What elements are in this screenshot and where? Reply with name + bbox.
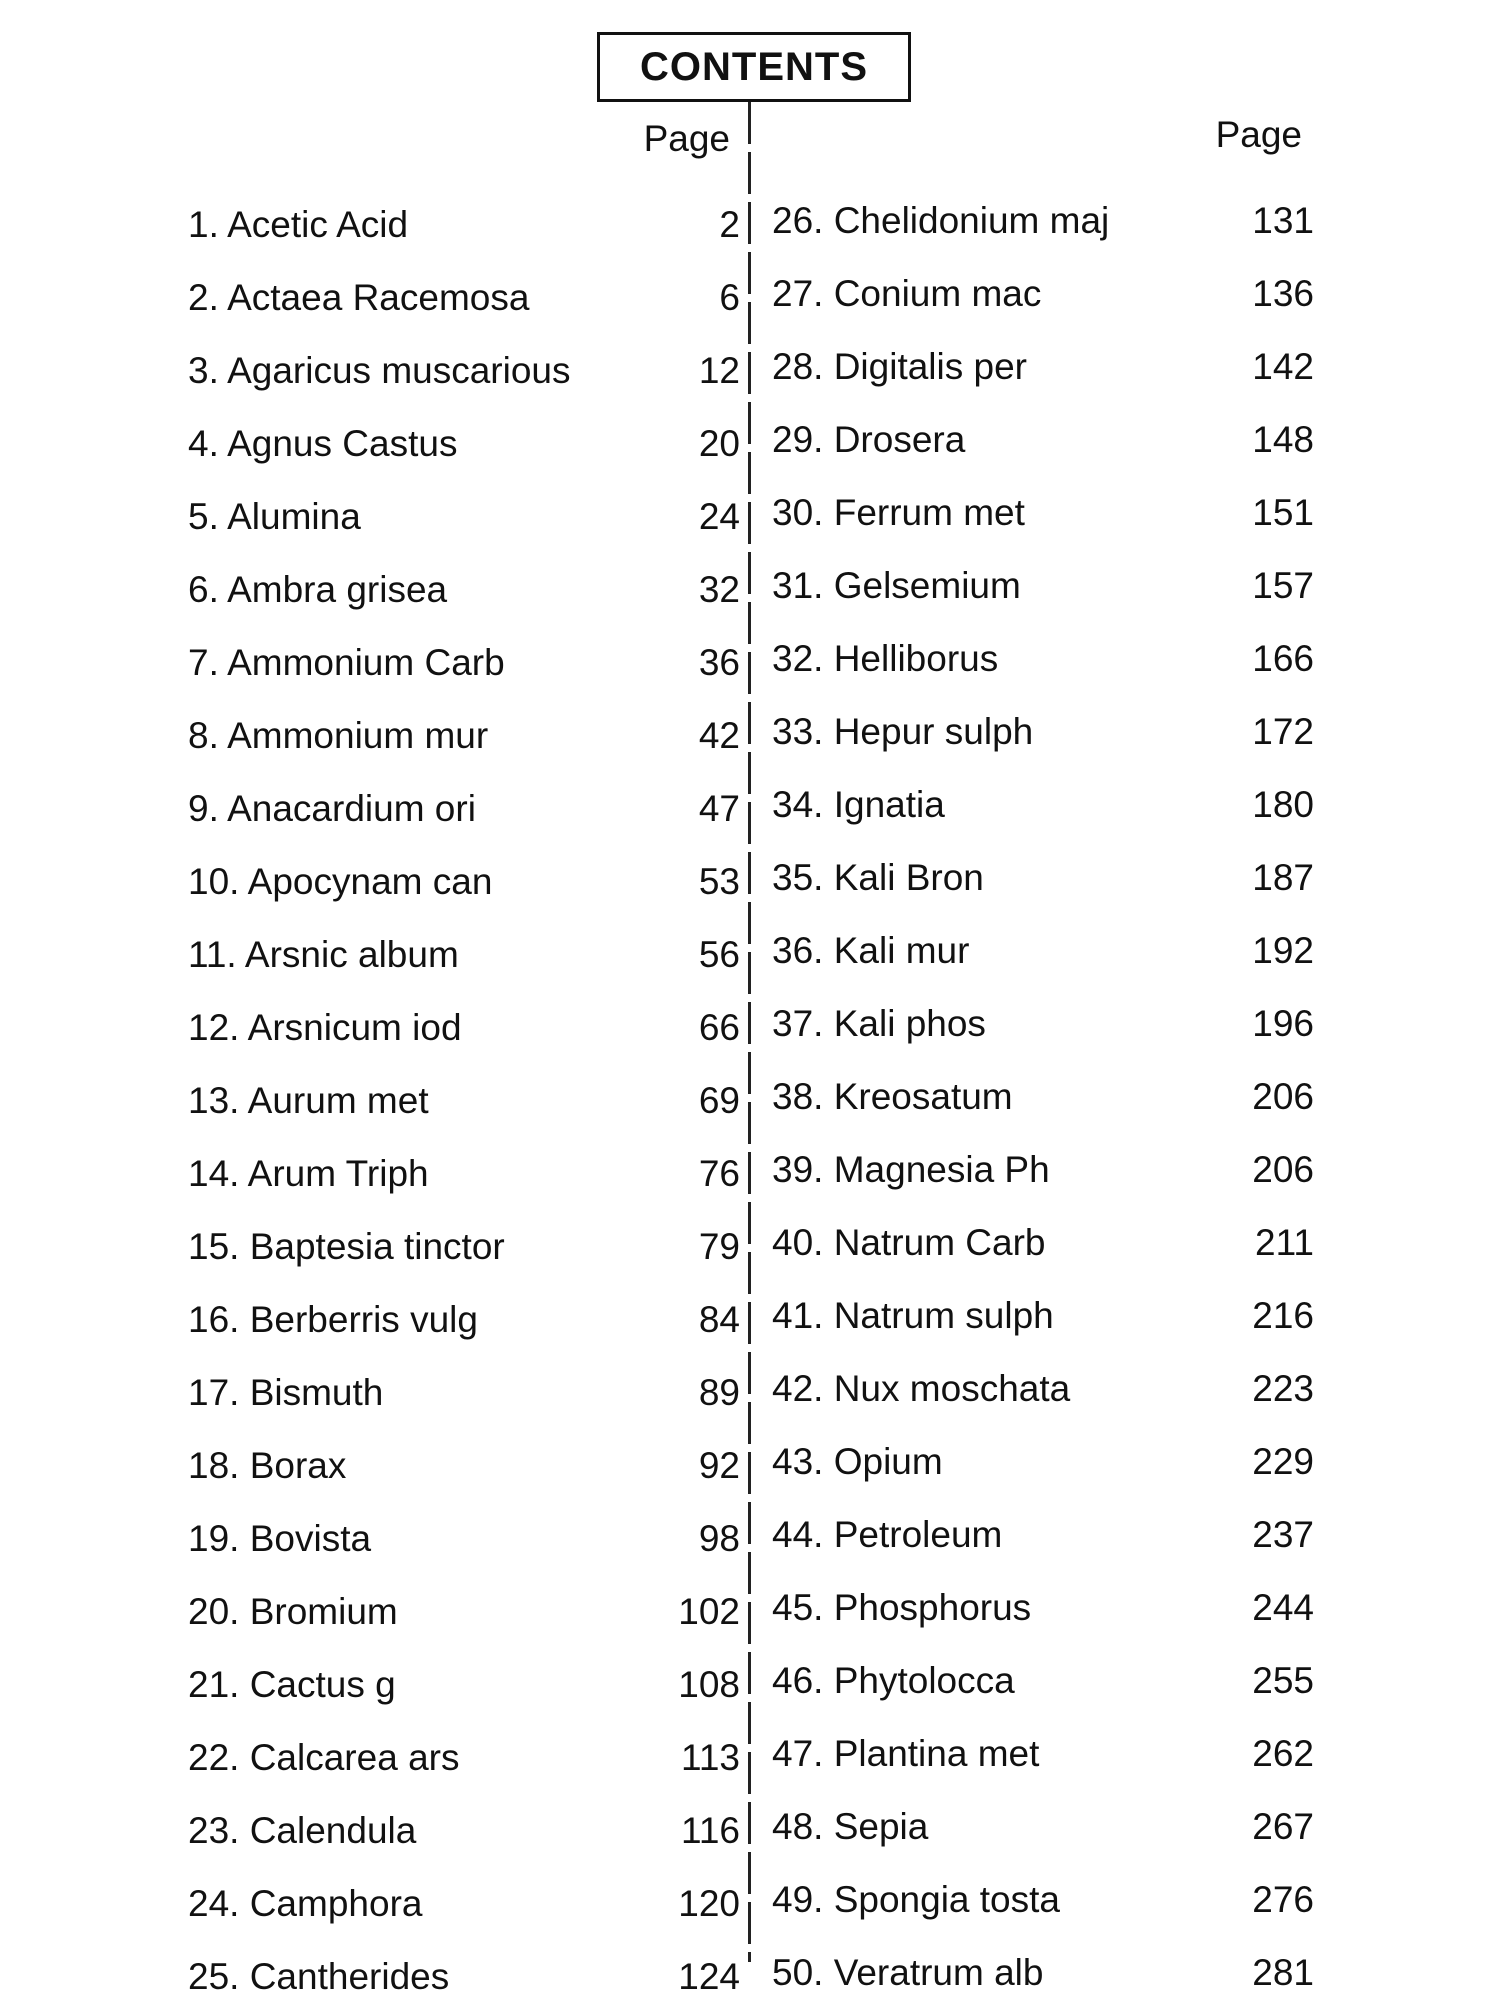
toc-entry-label: 14. Arum Triph [188,1152,429,1194]
toc-entry-page: 66 [698,1006,740,1048]
toc-entry [772,1133,1314,1206]
toc-entry-page: 148 [1252,418,1314,460]
toc-entry-label: 34. Ignatia [772,783,945,825]
toc-entry-page: 142 [1252,345,1314,387]
toc-entry-label: 16. Berberris vulg [188,1298,478,1340]
toc-entry-page: 244 [1252,1586,1314,1628]
toc-entry-label: 10. Apocynam can [188,860,493,902]
toc-entry-label: 26. Chelidonium maj [772,199,1110,241]
toc-entry [188,334,740,407]
toc-entry [772,1571,1314,1644]
toc-entry-label: 23. Calendula [188,1809,417,1851]
toc-entry-label: 22. Calcarea ars [188,1736,460,1778]
toc-entry-page: 36 [698,641,740,683]
toc-entry-label: 7. Ammonium Carb [188,641,505,683]
toc-entry-label: 20. Bromium [188,1590,398,1632]
page-column-header-right: Page [1215,114,1302,155]
column-divider [748,102,751,1962]
toc-entry-label: 8. Ammonium mur [188,714,489,756]
toc-entry-label: 39. Magnesia Ph [772,1148,1050,1190]
toc-entry [772,1717,1314,1790]
toc-entry-page: 69 [698,1079,740,1121]
toc-entry-label: 38. Kreosatum [772,1075,1013,1117]
toc-entry-label: 42. Nux moschata [772,1367,1071,1409]
toc-entry-label: 6. Ambra grisea [188,568,448,610]
toc-entry-label: 3. Agaricus muscarious [188,349,571,391]
toc-entry-label: 31. Gelsemium [772,564,1021,606]
toc-entry-page: 237 [1252,1513,1314,1555]
toc-entry [772,1790,1314,1863]
toc-entry-page: 229 [1252,1440,1314,1482]
toc-entry-label: 50. Veratrum alb [772,1951,1044,1993]
toc-entry-page: 53 [698,860,740,902]
toc-entry-page: 187 [1252,856,1314,898]
toc-entry-page: 255 [1252,1659,1314,1701]
toc-entry [188,1137,740,1210]
toc-entry [188,1721,740,1794]
toc-entry-page: 76 [698,1152,740,1194]
toc-entry-label: 25. Cantherides [188,1955,450,1997]
toc-entry-label: 13. Aurum met [188,1079,429,1121]
toc-entry-page: 32 [698,568,740,610]
toc-entry [772,1644,1314,1717]
toc-entry-page: 196 [1252,1002,1314,1044]
toc-entry-page: 108 [678,1663,740,1705]
toc-entry [188,626,740,699]
toc-entry-label: 11. Arsnic album [188,933,459,975]
toc-entry-label: 17. Bismuth [188,1371,384,1413]
toc-entry-label: 45. Phosphorus [772,1586,1032,1628]
toc-entry [188,1064,740,1137]
page-column-header-left: Page [643,118,730,159]
toc-entry-page: 2 [719,203,740,245]
toc-entry-page: 24 [698,495,740,537]
toc-entry [772,622,1314,695]
toc-entry [772,476,1314,549]
toc-entry-label: 36. Kali mur [772,929,970,971]
toc-entry-label: 29. Drosera [772,418,966,460]
toc-entry-page: 151 [1252,491,1314,533]
toc-entry [188,845,740,918]
toc-entry-page: 216 [1252,1294,1314,1336]
toc-entry [188,772,740,845]
toc-entry [772,1206,1314,1279]
toc-entry [188,553,740,626]
toc-entry-page: 281 [1252,1951,1314,1993]
toc-entry [188,1429,740,1502]
toc-entry-label: 5. Alumina [188,495,361,537]
toc-entry-page: 92 [698,1444,740,1486]
toc-entry-page: 124 [678,1955,740,1997]
toc-entry-page: 116 [681,1809,740,1851]
toc-entry-label: 44. Petroleum [772,1513,1003,1555]
toc-entry [188,1575,740,1648]
toc-entry-label: 24. Camphora [188,1882,423,1924]
toc-entry [772,1060,1314,1133]
toc-entry [188,1356,740,1429]
toc-entry-label: 19. Bovista [188,1517,372,1559]
toc-entry-page: 262 [1252,1732,1314,1774]
toc-entry-page: 120 [678,1882,740,1924]
toc-entry-page: 267 [1252,1805,1314,1847]
toc-entry [188,1502,740,1575]
toc-entry-page: 102 [678,1590,740,1632]
toc-entry-label: 9. Anacardium ori [188,787,476,829]
toc-entry [772,330,1314,403]
toc-entry [188,1940,740,2013]
toc-entry-page: 166 [1252,637,1314,679]
toc-entry-label: 33. Hepur sulph [772,710,1034,752]
toc-entry [188,1648,740,1721]
toc-entry-label: 43. Opium [772,1440,943,1482]
toc-entry [772,768,1314,841]
toc-entry [188,991,740,1064]
toc-entry [772,403,1314,476]
toc-entry-label: 32. Helliborus [772,637,999,679]
toc-entry-label: 41. Natrum sulph [772,1294,1054,1336]
toc-entry [772,184,1314,257]
toc-entry-page: 113 [681,1736,740,1778]
toc-entry-label: 18. Borax [188,1444,347,1486]
toc-entry-label: 28. Digitalis per [772,345,1028,387]
toc-entry [772,987,1314,1060]
toc-entry-page: 206 [1252,1075,1314,1117]
toc-entry-label: 48. Sepia [772,1805,929,1847]
toc-entry-label: 46. Phytolocca [772,1659,1015,1701]
toc-entry [188,1210,740,1283]
toc-entry [188,699,740,772]
toc-entry [188,1283,740,1356]
toc-entry-label: 35. Kali Bron [772,856,984,898]
toc-entry-page: 276 [1252,1878,1314,1920]
toc-entry-page: 180 [1252,783,1314,825]
contents-title: CONTENTS [597,32,911,102]
toc-entry-page: 56 [698,933,740,975]
toc-entry [188,407,740,480]
toc-entry-label: 1. Acetic Acid [188,203,409,245]
toc-entry [772,1863,1314,1936]
toc-entry [772,914,1314,987]
toc-entry-page: 157 [1252,564,1314,606]
toc-entry [188,188,740,261]
toc-entry-page: 131 [1252,199,1314,241]
toc-entry-label: 2. Actaea Racemosa [188,276,530,318]
toc-entry-page: 206 [1252,1148,1314,1190]
toc-entry [188,480,740,553]
toc-entry [188,1794,740,1867]
toc-entry-label: 12. Arsnicum iod [188,1006,462,1048]
toc-entry [772,549,1314,622]
toc-entry-page: 211 [1255,1221,1314,1263]
toc-entry [772,1352,1314,1425]
toc-entry-page: 6 [719,276,740,318]
toc-entry-page: 79 [698,1225,740,1267]
toc-entry-label: 15. Baptesia tinctor [188,1225,505,1267]
toc-entry-page: 136 [1252,272,1314,314]
toc-entry-page: 12 [698,349,740,391]
toc-entry [772,695,1314,768]
toc-entry-label: 30. Ferrum met [772,491,1025,533]
toc-entry-label: 49. Spongia tosta [772,1878,1060,1920]
toc-entry [772,1936,1314,2009]
toc-entry [772,1279,1314,1352]
toc-right-column [772,184,1314,2009]
toc-entry-page: 20 [698,422,740,464]
toc-entry-label: 37. Kali phos [772,1002,986,1044]
toc-entry [188,918,740,991]
toc-entry-page: 89 [698,1371,740,1413]
toc-entry [188,261,740,334]
toc-entry-page: 172 [1252,710,1314,752]
toc-entry-page: 47 [698,787,740,829]
toc-entry-page: 192 [1252,929,1314,971]
toc-entry-label: 4. Agnus Castus [188,422,458,464]
toc-entry-page: 84 [698,1298,740,1340]
toc-entry [772,1425,1314,1498]
toc-left-column [188,188,740,2013]
toc-entry-label: 21. Cactus g [188,1663,396,1705]
toc-entry-label: 47. Plantina met [772,1732,1040,1774]
toc-entry-page: 42 [698,714,740,756]
toc-entry-page: 98 [698,1517,740,1559]
toc-entry [188,1867,740,1940]
toc-entry-label: 27. Conium mac [772,272,1042,314]
toc-entry [772,1498,1314,1571]
toc-entry [772,841,1314,914]
toc-entry [772,257,1314,330]
toc-entry-label: 40. Natrum Carb [772,1221,1046,1263]
toc-entry-page: 223 [1252,1367,1314,1409]
